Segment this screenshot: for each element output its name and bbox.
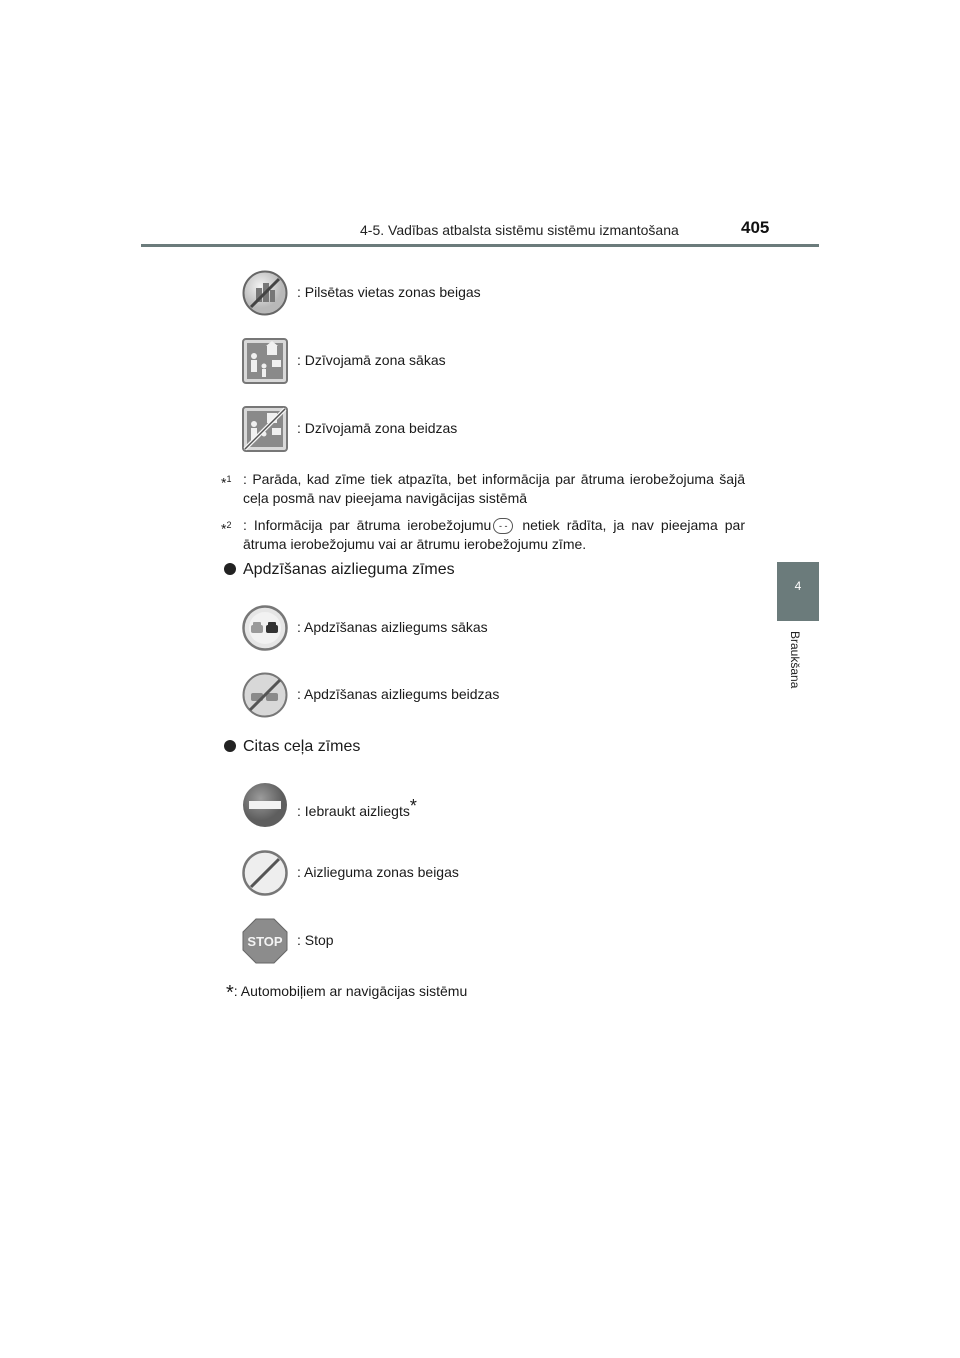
section-heading-other-signs: Citas ceļa zīmes: [224, 738, 360, 756]
footnote-1: [221, 470, 745, 510]
sign-label: : Apdzīšanas aizliegums sākas: [297, 619, 488, 635]
chapter-label: Braukšana: [788, 631, 802, 689]
footnote-number: 1: [226, 474, 232, 484]
speed-limit-unavailable-icon: - -: [493, 518, 513, 534]
footnote-star: *: [226, 982, 234, 1004]
stop-sign-text: STOP: [247, 934, 283, 949]
bullet-icon: [224, 563, 236, 575]
footnote-text: : Automobiļiem ar navigācijas sistēmu: [233, 983, 468, 999]
footnote-mark: *: [221, 474, 227, 491]
footnote-number: 2: [226, 520, 232, 530]
no-overtaking-end-sign-icon: [242, 672, 288, 718]
sign-label: : Dzīvojamā zona sākas: [297, 352, 446, 368]
sign-label: : Pilsētas vietas zonas beigas: [297, 284, 481, 300]
chapter-tab: [777, 562, 819, 621]
no-entry-sign-icon: [242, 782, 288, 828]
header-title: 4-5. Vadības atbalsta sistēmu sistēmu izmantošana: [360, 222, 679, 238]
footnote-2: [221, 516, 745, 556]
footnote-star: *: [409, 796, 417, 816]
bottom-footnote: [226, 982, 467, 1005]
residential-zone-end-sign-icon: [242, 406, 288, 452]
footnote-text: : Parāda, kad zīme tiek atpazīta, bet informācija par ātruma ierobežojuma šajā ceļa posmā nav pieejama navigācijas sistēmā: [243, 471, 745, 506]
sign-label: : Aizlieguma zonas beigas: [297, 864, 459, 880]
header-rule: [141, 244, 819, 247]
page-number: 405: [741, 218, 770, 237]
residential-zone-start-sign-icon: [242, 338, 288, 384]
sign-label: : Iebraukt aizliegts*: [297, 796, 417, 819]
city-zone-end-sign-icon: [242, 270, 288, 316]
sign-label: : Dzīvojamā zona beidzas: [297, 420, 458, 436]
no-overtaking-start-sign-icon: [242, 605, 288, 651]
section-heading-overtaking: Apdzīšanas aizlieguma zīmes: [224, 561, 455, 579]
bullet-icon: [224, 740, 236, 752]
chapter-number: 4: [794, 579, 802, 593]
footnote-text: netiek rādīta, ja nav pieejama par ātruma ierobežojumu vai ar ātrumu ierobežojumu zīme.: [243, 517, 745, 552]
sign-label: : Stop: [297, 932, 334, 948]
stop-sign-icon: [242, 918, 288, 964]
restriction-zone-end-sign-icon: [242, 850, 288, 896]
footnote-mark: *: [221, 520, 227, 537]
sign-label: : Apdzīšanas aizliegums beidzas: [297, 686, 500, 702]
footnote-text: : Informācija par ātruma ierobežojumu: [243, 517, 492, 533]
